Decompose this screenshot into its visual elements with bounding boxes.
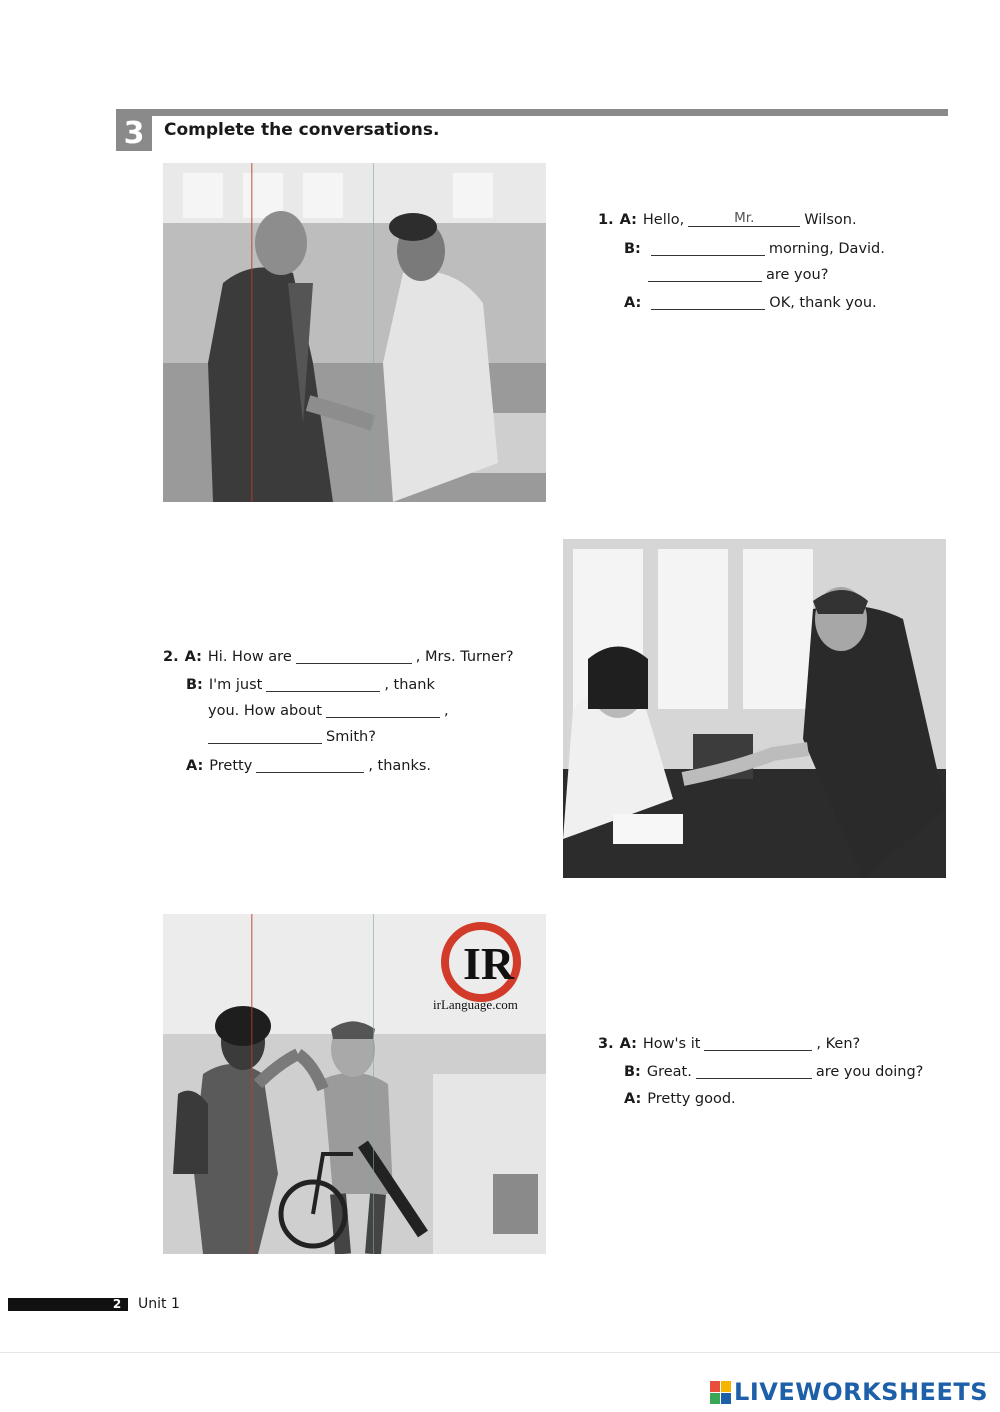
answer-blank[interactable] — [208, 728, 322, 744]
speaker-label: A: — [619, 1035, 637, 1052]
answer-blank[interactable]: Mr. — [688, 211, 800, 227]
photo-desk-handshake — [563, 539, 946, 878]
liveworksheets-logo[interactable] — [710, 1378, 988, 1406]
exercise-number: 3 — [116, 115, 152, 151]
conversation-number: 2. — [163, 648, 179, 665]
line-text-before: Pretty — [209, 757, 253, 774]
line-text-after: morning, David. — [768, 240, 885, 257]
line-text-after: are you doing? — [815, 1063, 924, 1080]
answer-blank[interactable] — [256, 757, 364, 773]
speaker-label: B: — [186, 676, 203, 693]
speaker-label: A: — [624, 294, 642, 311]
line-text-before: Hi. How are — [207, 648, 292, 665]
line-text-before: Great. — [646, 1063, 692, 1080]
answer-blank[interactable] — [651, 240, 765, 256]
answer-blank[interactable] — [696, 1063, 812, 1079]
photo-office-handshake — [163, 163, 546, 502]
liveworksheets-icon — [710, 1381, 730, 1403]
page-number: 2 — [112, 1297, 122, 1311]
speaker-label: A: — [186, 757, 204, 774]
speaker-label: B: — [624, 1063, 641, 1080]
line-text-after: , Ken? — [816, 1035, 861, 1052]
speaker-label: A: — [619, 211, 637, 228]
conversation-number: 3. — [598, 1035, 614, 1052]
line-text-before: I'm just — [208, 676, 263, 693]
answer-blank[interactable] — [296, 648, 412, 664]
line-text-after: , thank — [384, 676, 435, 693]
exercise-title: Complete the conversations. — [164, 120, 440, 140]
line-text-after: , — [443, 702, 449, 719]
photo-students-greeting — [163, 914, 546, 1254]
answer-blank[interactable] — [651, 294, 765, 310]
svg-text:irLanguage.com: irLanguage.com — [433, 997, 518, 1012]
line-text-after: , Mrs. Turner? — [415, 648, 514, 665]
answer-blank[interactable] — [326, 702, 440, 718]
line-text-after: OK, thank you. — [769, 294, 877, 311]
line-text-after: Wilson. — [804, 211, 857, 228]
answer-blank[interactable] — [266, 676, 380, 692]
section-rule — [116, 109, 948, 116]
divider — [0, 1352, 1000, 1353]
speaker-label: A: — [184, 648, 202, 665]
speaker-label: B: — [624, 240, 641, 257]
unit-label: Unit 1 — [138, 1296, 180, 1312]
line-text-before: Hello, — [642, 211, 685, 228]
brand-name: LIVEWORKSHEETS — [734, 1378, 988, 1406]
speaker-label: A: — [624, 1091, 642, 1107]
line-text-before: How's it — [642, 1035, 701, 1052]
conversation-number: 1. — [598, 211, 614, 228]
line-text-after: Smith? — [326, 728, 376, 745]
line-text-after: , thanks. — [368, 757, 432, 774]
answer-blank[interactable] — [704, 1035, 812, 1051]
line-text-after: are you? — [766, 266, 829, 283]
svg-text:IR: IR — [463, 938, 515, 989]
line-text-before: you. How about — [208, 702, 322, 719]
line-text-before: Pretty good. — [647, 1091, 736, 1107]
answer-blank[interactable] — [648, 266, 762, 282]
